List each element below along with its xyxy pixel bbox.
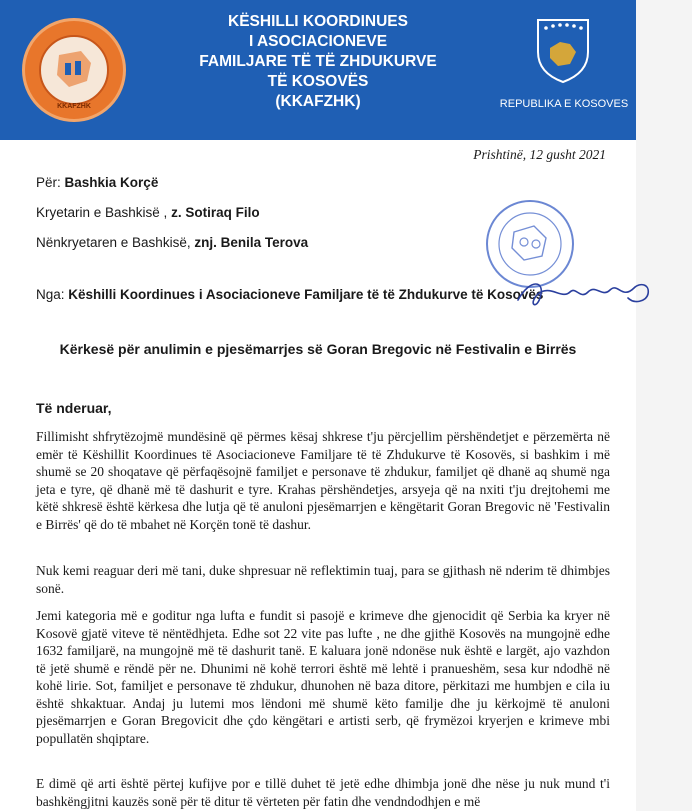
title-line: (KKAFZHK) [275,93,361,110]
letterhead [0,0,636,140]
recipient-line [36,175,158,190]
recipient-label: Për: [36,175,61,190]
title-line: KËSHILLI KOORDINUES [228,13,408,30]
sender-line [36,287,543,302]
republic-label: REPUBLIKA E KOSOVES [499,98,629,110]
deputy-name: znj. Benila Terova [194,235,309,250]
handwritten-signature-icon [510,270,660,320]
mayor-name: z. Sotiraq Filo [171,205,260,220]
letter-subject: Kërkesë për anulimin e pjesëmarrjes së Goran Bregovic në Festivalin e Birrës [59,341,577,357]
greeting: Të nderuar, [36,400,112,416]
paragraph-1: Fillimisht shfrytëzojmë mundësinë që përmes kësaj shkrese t'ju përcjellim përshëndetjet e përzemërta në emër të Këshillit Koordinues të Asociacioneve Familjare të të Zhdukurve të Kosovës, si bashkim i më shumë se 20 shoqatave që përfaqësojnë familjet e personave të zhdukur, familjet që dhanë aq shumë nga jeta e tyre, që dhanë më të dashurit e tyre. Krahas përshëndetjes, arsyeja që na nxiti t'ju drejtohemi me këtë shkresë është kërkesa dhe lutja që të anuloni pjesëmarrjen e këngëtarit Goran Bregovic në 'Festivalin e Birrës' që do të mbahet në Korçën tonë të dashur. [36,429,610,532]
letter-date: Prishtinë, 12 gusht 2021 [473,147,606,162]
sender-name: Këshilli Koordinues i Asociacioneve Familjare të të Zhdukurve të Kosovës [68,287,544,302]
title-line: FAMILJARE TË TË ZHDUKURVE [199,53,437,70]
logo-abbreviation: KKAFZHK [57,103,91,110]
deputy-label: Nënkryetaren e Bashkisë, [36,235,191,250]
recipient-name: Bashkia Korçë [64,175,159,190]
sender-label: Nga: [36,287,65,302]
mayor-line [36,205,260,220]
paragraph-2: Nuk kemi reaguar deri më tani, duke shpresuar në reflektimin tuaj, para se gjithash në nderim të dhimbjes sonë. [36,563,610,596]
paragraph-3: Jemi kategoria më e goditur nga lufta e fundit si pasojë e krimeve dhe gjenocidit që Serbia ka kryer në Kosovë gjatë viteve të nëntëdhjeta. Edhe sot 22 vite pas lufte , ne dhe gjithë Kosovës na mungojnë edhe 1632 familjarë, na mungojnë më të dashurit tanë. E kaluara jonë ndonëse nuk është e largët, ajo vazhdon të jetë shumë e rëndë për ne. Dhunimi në kohë terrori është më lehtë i pranueshëm, sesa kur ndodhë në kohë lirie. Sot, familjet e personave të zhdukur, dhunohen në baza ditore, përkitazi me humbjen e cila iu është shkaktuar. Andaj ju lutemi mos lëndoni më shumë këto familje dhe ju kërkojmë të anuloni pjesëmarrjen e Goran Bregovicit dhe çdo këngëtari e artisti serb, që frymëzoi kryerjen e krimeve mbi popullatën shqiptare. [36,608,610,746]
title-line: TË KOSOVËS [267,73,369,90]
kosovo-coat-of-arms-icon [536,18,590,84]
title-line: I ASOCIACIONEVE [248,33,388,50]
page-margin [636,0,692,811]
deputy-line [36,235,308,250]
mayor-label: Kryetarin e Bashkisë , [36,205,168,220]
paragraph-4: E dimë që arti është përtej kufijve por e tillë duhet të jetë edhe dhimbja jonë dhe nëse ju nuk mund t'i bashkëngjitni kauzës sonë për të ditur të vërteten për fatin dhe vendndodhjen e më [36,776,610,809]
